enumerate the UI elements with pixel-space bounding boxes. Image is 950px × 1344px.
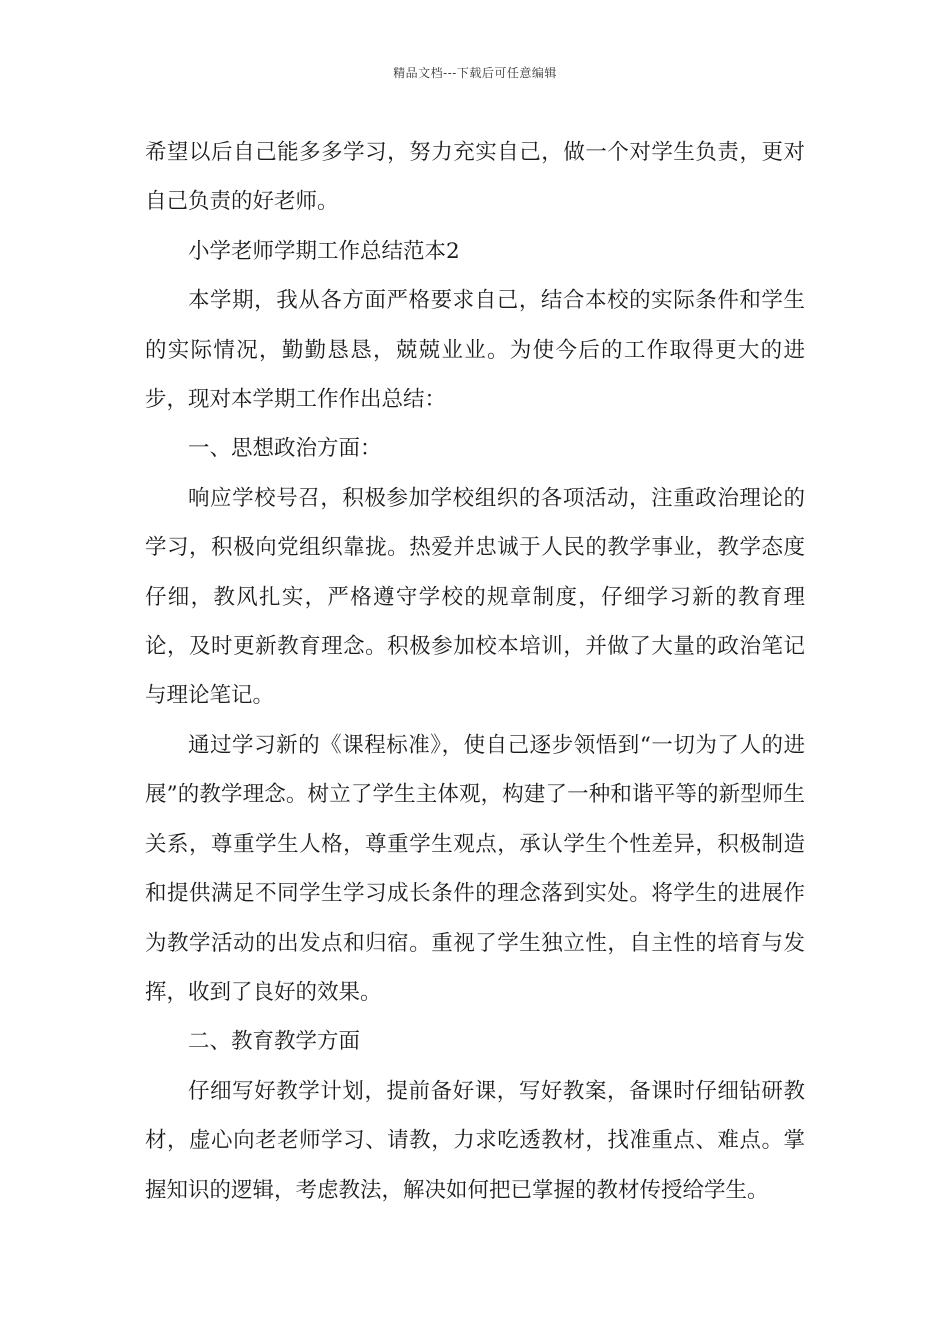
paragraph-1: 希望以后自己能多多学习，努力充实自己，做一个对学生负责，更对自己负责的好老师。 (145, 140, 805, 215)
section-title: 小学老师学期工作总结范本2 (188, 238, 460, 264)
page-header: 精品文档---下载后可任意编辑 (393, 66, 557, 80)
paragraph-teaching: 仔细写好教学计划，提前备好课，写好教案，备课时仔细钻研教材，虚心向老老师学习、请教，力求吃透教材，找准重点、难点。掌握知识的逻辑，考虑教法，解决如何把已掌握的教材传授给学生。 (145, 1078, 805, 1203)
document-body (145, 128, 805, 1215)
heading-political: 一、思想政治方面： (188, 436, 382, 462)
heading-teaching: 二、教育教学方面 (188, 1029, 361, 1055)
paragraph-curriculum: 通过学习新的《课程标准》，使自己逐步领悟到“一切为了人的进展”的教学理念。树立了学生主体观，构建了一种和谐平等的新型师生关系，尊重学生人格，尊重学生观点，承认学生个性差异，积极制造和提供满足不同学生学习成长条件的理念落到实处。将学生的进展作为教学活动的出发点和归宿。重视了学生独立性，自主性的培育与发挥，收到了良好的效果。 (145, 732, 805, 1005)
paragraph-political: 响应学校号召，积极参加学校组织的各项活动，注重政治理论的学习，积极向党组织靠拢。热爱并忠诚于人民的教学事业，教学态度仔细，教风扎实，严格遵守学校的规章制度，仔细学习新的教育理论，及时更新教育理念。积极参加校本培训，并做了大量的政治笔记与理论笔记。 (145, 485, 805, 709)
paragraph-intro: 本学期，我从各方面严格要求自己，结合本校的实际条件和学生的实际情况，勤勤恳恳，兢兢业业。为使今后的工作取得更大的进步，现对本学期工作作出总结： (145, 288, 805, 413)
